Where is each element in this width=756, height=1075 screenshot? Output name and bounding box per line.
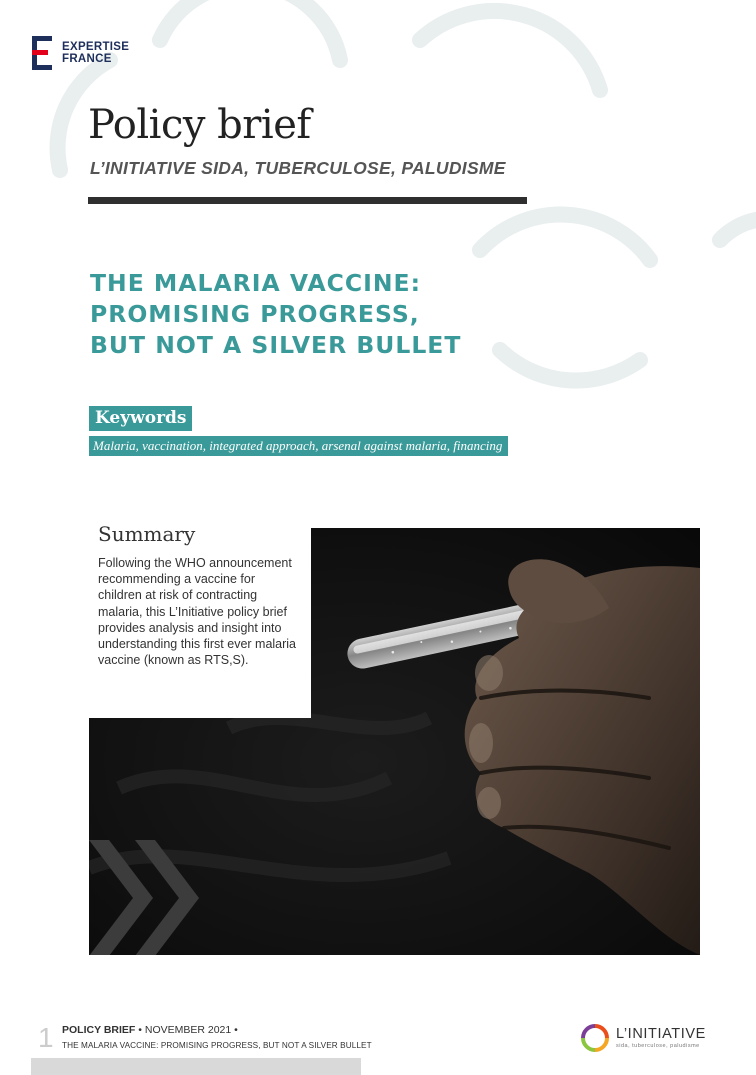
expertise-france-e-icon [32, 36, 54, 70]
headline-line-1: THE MALARIA VACCINE: [90, 269, 422, 297]
brand-tagline: sida, tuberculose, paludisme [616, 1043, 700, 1049]
linitiative-ring-icon [580, 1023, 610, 1053]
linitiative-logo [580, 1023, 706, 1053]
footer-date: NOVEMBER 2021 [144, 1024, 232, 1036]
summary-title: Summary [98, 522, 196, 546]
footer-doc-title: THE MALARIA VACCINE: PROMISING PROGRESS, BUT NOT A SILVER BULLET [62, 1041, 372, 1050]
title-divider [88, 197, 527, 204]
headline-line-3: BUT NOT A SILVER BULLET [90, 331, 462, 359]
brand-wordmark [616, 1026, 706, 1050]
footer-separator: • [138, 1024, 142, 1036]
footer-trail: • [234, 1024, 238, 1036]
logo-wordmark [62, 41, 129, 65]
footer-bar [31, 1058, 361, 1075]
logo-line-1: EXPERTISE [62, 41, 130, 53]
summary-panel [89, 518, 311, 718]
footer-line-1 [62, 1024, 238, 1036]
brand-name: L’INITIATIVE [616, 1026, 706, 1042]
keywords-list: Malaria, vaccination, integrated approach, arsenal against malaria, financing [89, 436, 508, 456]
footer-label: POLICY BRIEF [62, 1024, 136, 1036]
page-title: Policy brief [88, 102, 311, 148]
headline [90, 268, 461, 361]
page-number: 1 [38, 1022, 54, 1053]
expertise-france-logo [32, 36, 129, 70]
summary-text: Following the WHO announcement recommending a vaccine for children at risk of contracting malaria, this L’Initiative policy brief provides analysis and insight into understanding this first ever malaria vaccine (known as RTS,S). [98, 556, 297, 668]
logo-line-2: FRANCE [62, 53, 112, 65]
headline-line-2: PROMISING PROGRESS, [90, 300, 420, 328]
keywords-label: Keywords [89, 406, 192, 431]
page-subtitle: L’INITIATIVE SIDA, TUBERCULOSE, PALUDISME [90, 158, 506, 178]
